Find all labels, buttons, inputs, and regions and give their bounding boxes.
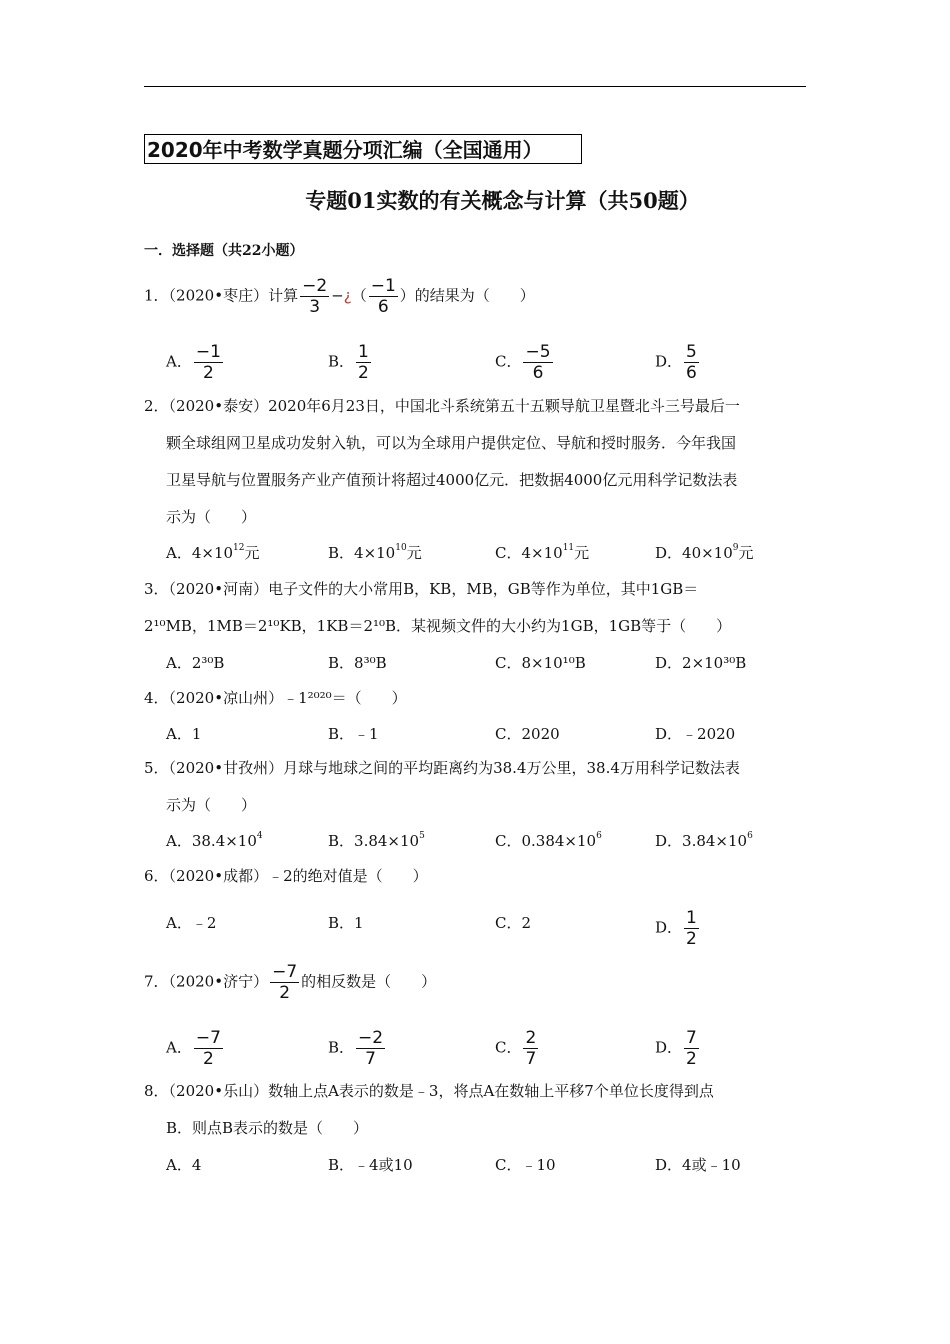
option-a[interactable]: A． $\frac{-7}{2}$ bbox=[166, 1028, 221, 1069]
option-c[interactable]: C． $\frac{2}{7}$ bbox=[495, 1028, 537, 1069]
option-a[interactable]: A．2³⁰B bbox=[166, 654, 225, 672]
question-5-options bbox=[166, 826, 806, 856]
option-c[interactable]: C．$0.384\times 10^6$ bbox=[495, 831, 602, 850]
option-c[interactable]: C．2 bbox=[495, 914, 532, 932]
option-a[interactable]: A． $\frac{-1}{2}$ bbox=[166, 342, 221, 383]
question-5: 5．（2020•甘孜州）月球与地球之间的平均距离约为38.4万公里，38.4万用科学记数法表 示为（ ） bbox=[144, 759, 740, 814]
option-b[interactable]: B．﹣4或10 bbox=[328, 1156, 413, 1174]
question-6-options bbox=[166, 908, 806, 949]
option-c[interactable]: C． $\frac{-5}{6}$ bbox=[495, 342, 551, 383]
option-d[interactable]: D． $\frac{5}{6}$ bbox=[655, 342, 697, 383]
section-heading: 一．选择题（共22小题） bbox=[144, 243, 304, 259]
option-d[interactable]: D． $\frac{1}{2}$ bbox=[655, 908, 697, 949]
option-b[interactable]: B． $\frac{1}{2}$ bbox=[328, 342, 369, 383]
option-c[interactable]: C．$4\times 10^{11}$元 bbox=[495, 543, 590, 562]
option-c[interactable]: C．2020 bbox=[495, 725, 560, 743]
question-7: 7．（2020•济宁） $\frac{-7}{2}$ 的相反数是（ ） bbox=[144, 962, 437, 1003]
question-1-options bbox=[166, 342, 806, 383]
option-a[interactable]: A．4 bbox=[166, 1156, 202, 1174]
option-d[interactable]: D．2×10³⁰B bbox=[655, 654, 747, 672]
option-a[interactable]: A．$38.4\times 10^4$ bbox=[166, 831, 263, 850]
option-c[interactable]: C．﹣10 bbox=[495, 1156, 556, 1174]
series-title: 2020年中考数学真题分项汇编（全国通用） bbox=[144, 134, 582, 164]
option-d[interactable]: D．$40\times 10^9$元 bbox=[655, 543, 754, 562]
question-1: 1．（2020•枣庄）计算 $\frac{-2}{3}$ −¿（ $\frac{-1}{6}$ ）的结果为（ ） bbox=[144, 276, 535, 317]
question-7-options bbox=[166, 1028, 806, 1069]
header-rule bbox=[144, 86, 806, 87]
question-8: 8．（2020•乐山）数轴上点A表示的数是﹣3，将点A在数轴上平移7个单位长度得到点 B．则点B表示的数是（ ） bbox=[144, 1082, 714, 1137]
question-8-options bbox=[166, 1150, 806, 1180]
option-b[interactable]: B．8³⁰B bbox=[328, 654, 387, 672]
option-a[interactable]: A．﹣2 bbox=[166, 914, 217, 932]
question-3: 3．（2020•河南）电子文件的大小常用B，KB，MB，GB等作为单位，其中1GB＝ 2¹⁰MB，1MB＝2¹⁰KB，1KB＝2¹⁰B．某视频文件的大小约为1GB，1GB等于（ ） bbox=[144, 580, 732, 635]
option-d[interactable]: D．$3.84\times 10^6$ bbox=[655, 831, 753, 850]
question-2-options bbox=[166, 538, 806, 568]
option-d[interactable]: D． $\frac{7}{2}$ bbox=[655, 1028, 697, 1069]
topic-title: 专题01实数的有关概念与计算（共50题） bbox=[305, 188, 700, 213]
option-a[interactable]: A．$4\times 10^{12}$元 bbox=[166, 543, 260, 562]
option-d[interactable]: D．﹣2020 bbox=[655, 725, 736, 743]
option-d[interactable]: D．4或﹣10 bbox=[655, 1156, 741, 1174]
option-b[interactable]: B．$4\times 10^{10}$元 bbox=[328, 543, 422, 562]
option-a[interactable]: A．1 bbox=[166, 725, 202, 743]
question-4-options bbox=[166, 719, 806, 749]
option-c[interactable]: C．8×10¹⁰B bbox=[495, 654, 586, 672]
option-b[interactable]: B．﹣1 bbox=[328, 725, 379, 743]
question-3-options bbox=[166, 648, 806, 678]
option-b[interactable]: B． $\frac{-2}{7}$ bbox=[328, 1028, 384, 1069]
question-4: 4．（2020•凉山州）﹣1²⁰²⁰＝（ ） bbox=[144, 689, 407, 707]
option-b[interactable]: B．$3.84\times 10^5$ bbox=[328, 831, 425, 850]
question-6: 6．（2020•成都）﹣2的绝对值是（ ） bbox=[144, 867, 428, 885]
question-2: 2．（2020•泰安）2020年6月23日，中国北斗系统第五十五颗导航卫星暨北斗三号最后一 颗全球组网卫星成功发射入轨，可以为全球用户提供定位、导航和授时服务．今年我国 卫星导航与位置服务产业产值预计将超过4000亿元．把数据4000亿元用科学记数法表 示为（ ） bbox=[144, 397, 740, 526]
option-b[interactable]: B．1 bbox=[328, 914, 364, 932]
